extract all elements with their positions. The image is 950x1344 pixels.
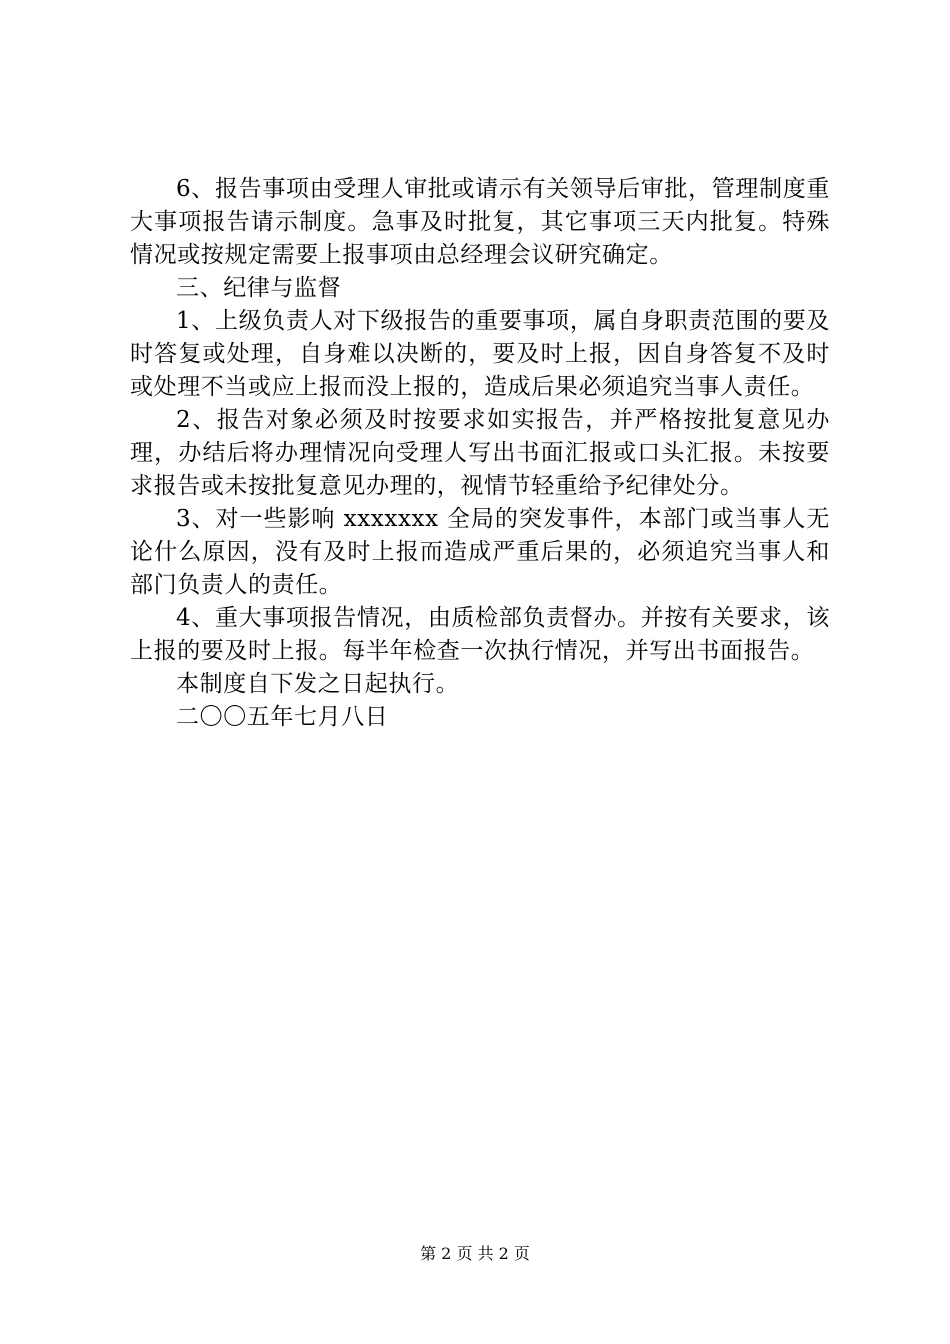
paragraph-item-3: 3、对一些影响 xxxxxxx 全局的突发事件，本部门或当事人无论什么原因，没有及时上报而造成严重后果的，必须追究当事人和部门负责人的责任。 [130,506,830,598]
paragraph-item-4: 4、重大事项报告情况，由质检部负责督办。并按有关要求，该上报的要及时上报。每半年检查一次执行情况，并写出书面报告。 [130,605,830,664]
paragraph-item-6: 6、报告事项由受理人审批或请示有关领导后审批，管理制度重大事项报告请示制度。急事及时批复，其它事项三天内批复。特殊情况或按规定需要上报事项由总经理会议研究确定。 [130,176,830,268]
page-footer: 第 2 页 共 2 页 [420,1244,530,1263]
paragraph-item-1: 1、上级负责人对下级报告的重要事项，属自身职责范围的要及时答复或处理，自身难以决断的，要及时上报，因自身答复不及时或处理不当或应上报而没上报的，造成后果必须追究当事人责任。 [130,308,830,400]
paragraph-item-2: 2、报告对象必须及时按要求如实报告，并严格按批复意见办理，办结后将办理情况向受理人写出书面汇报或口头汇报。未按要求报告或未按批复意见办理的，视情节轻重给予纪律处分。 [130,407,830,499]
document-body [130,173,830,734]
effective-statement: 本制度自下发之日起执行。 [176,671,460,697]
section-heading-discipline: 三、纪律与监督 [176,275,342,301]
document-date: 二〇〇五年七月八日 [176,704,389,730]
